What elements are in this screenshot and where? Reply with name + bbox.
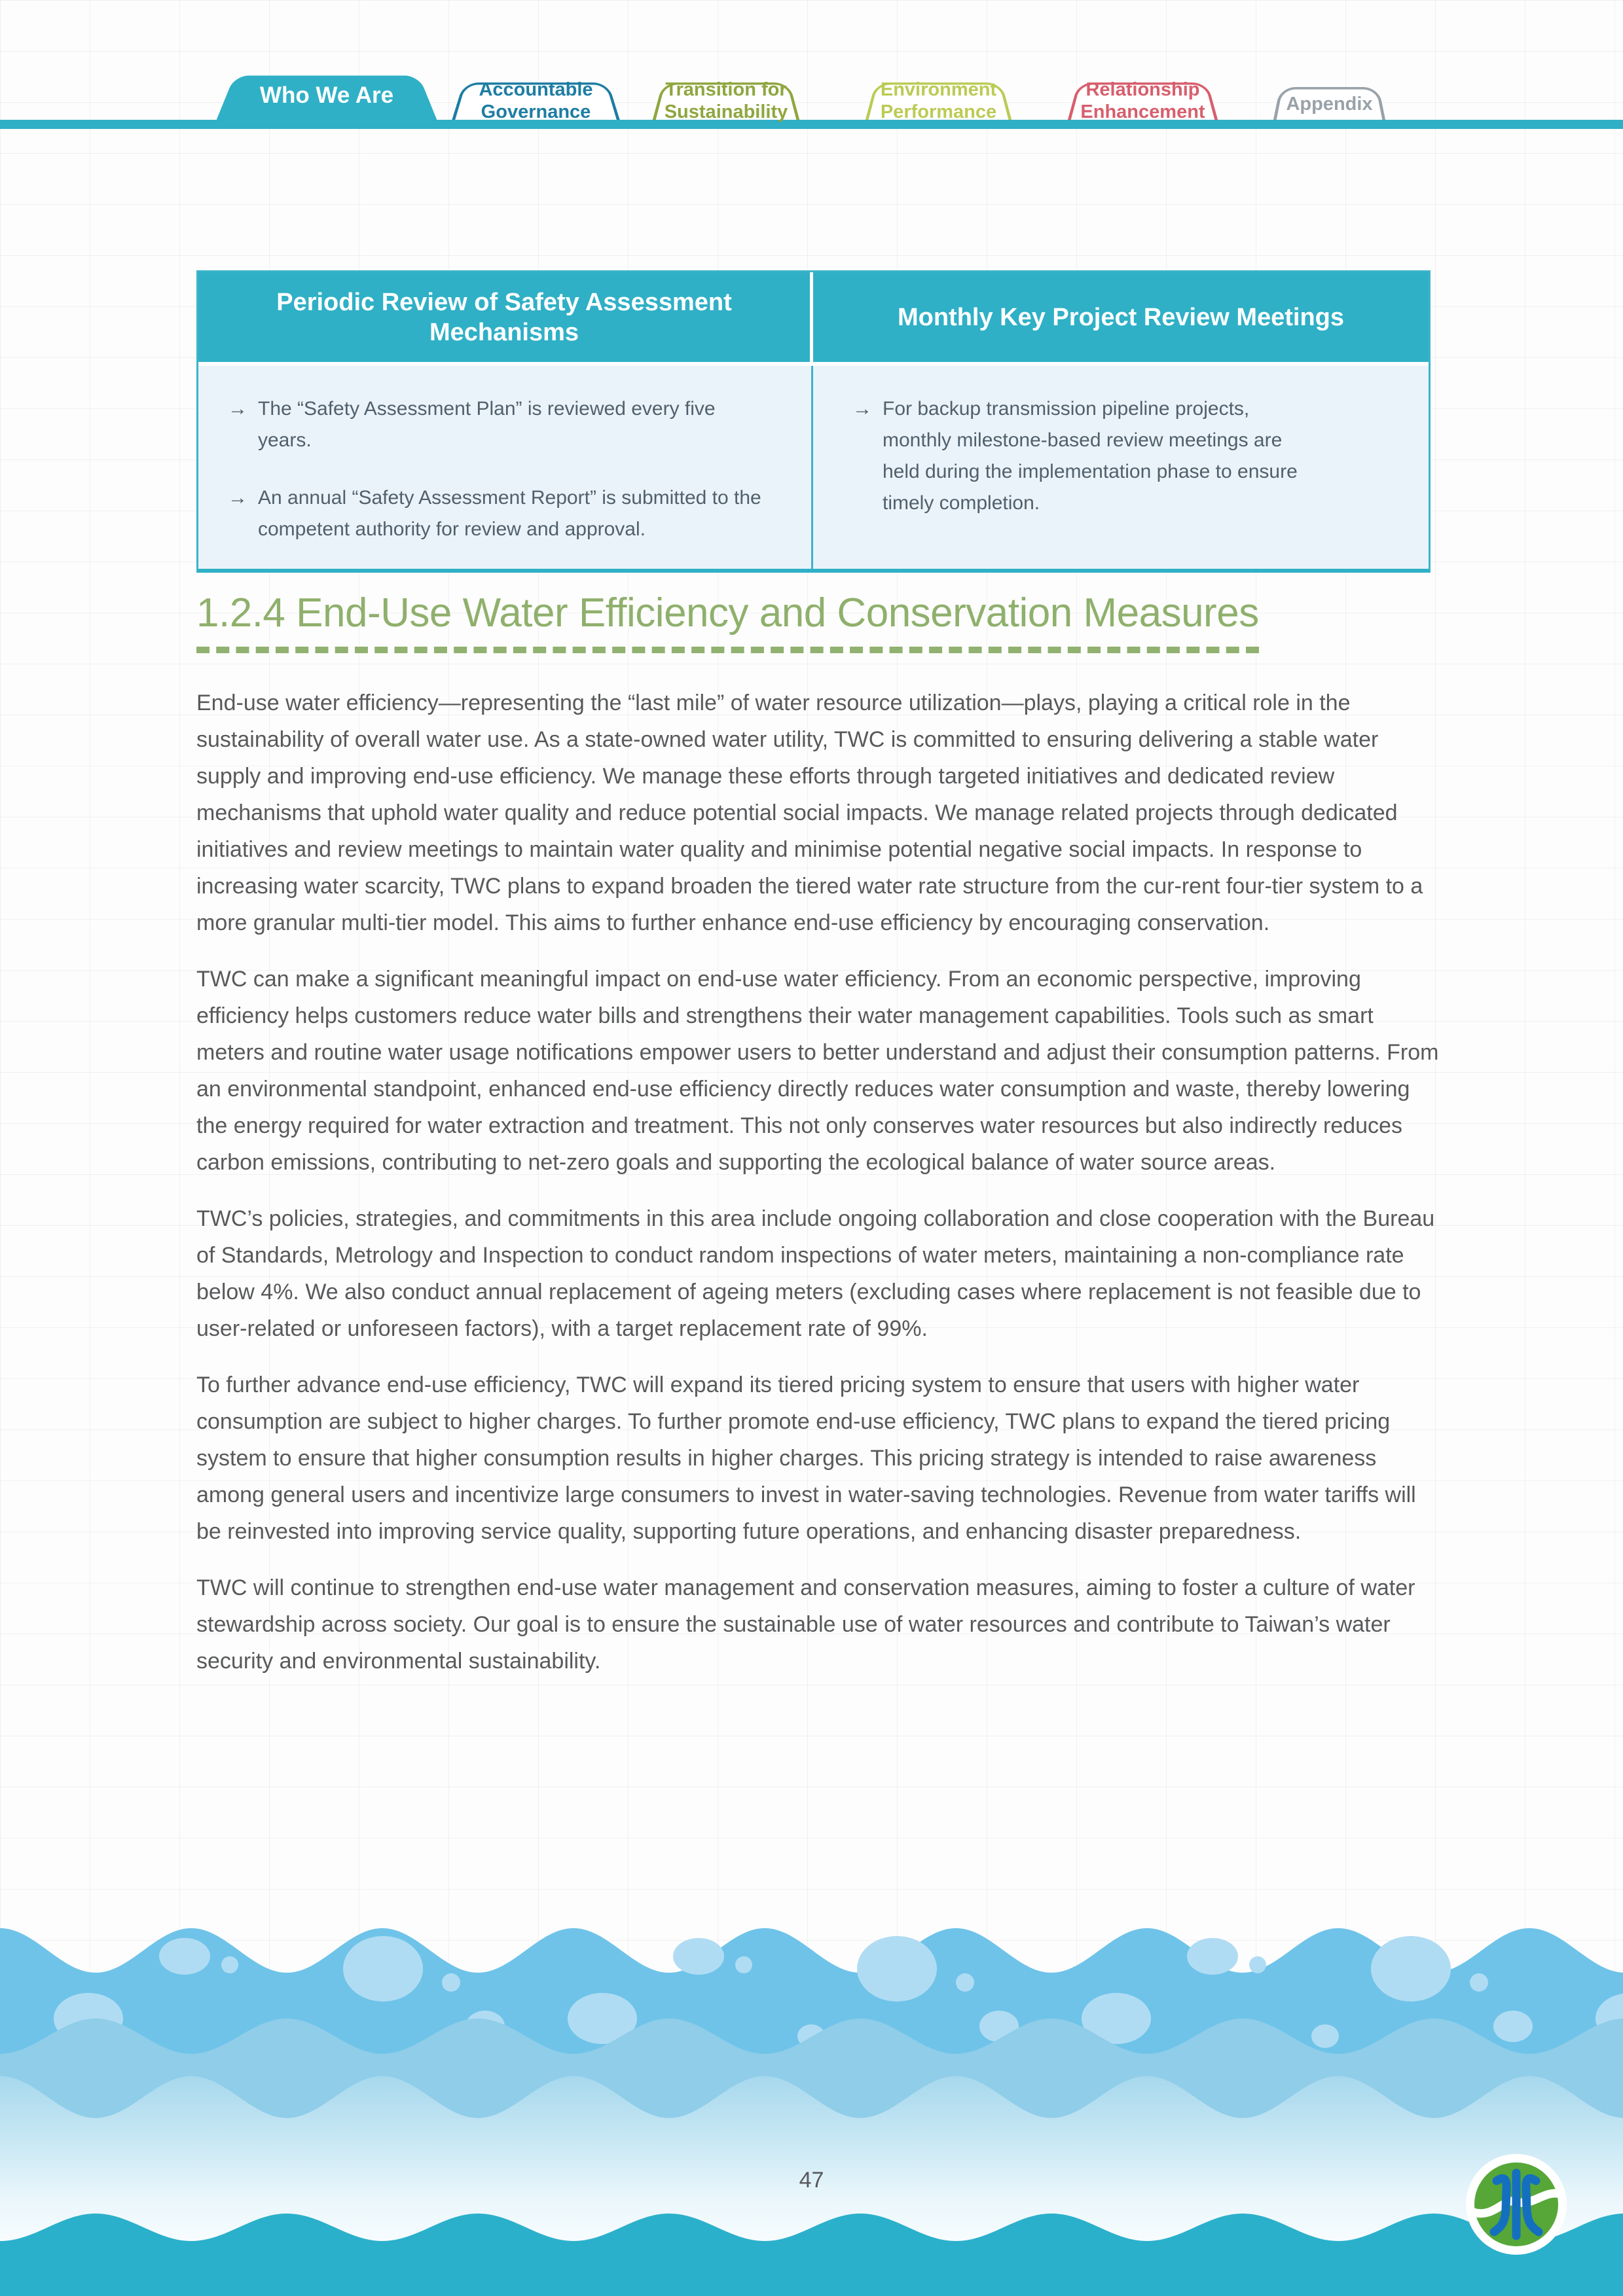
tab-who-we-are[interactable] (213, 62, 441, 129)
arrow-bullet-icon: → (228, 487, 247, 509)
paragraph: TWC will continue to strengthen end-use water management and conservation measures, aiming to foster a culture of water stewardship across society. Our goal is to ensure the sustainable use of water resources and contribute to Taiwan’s water security and environmental sustainability. (196, 1575, 1415, 1674)
tab-label: Relationship (1085, 79, 1200, 100)
list-item (852, 393, 1409, 519)
wave-decoration-svg (0, 1914, 1623, 2296)
list-item-text: An annual “Safety Assessment Report” is submitted to the competent authority for review and approval. (258, 487, 761, 540)
table-header-row (198, 272, 1429, 362)
table-body-cell (813, 366, 1429, 569)
list-item (228, 482, 792, 545)
table-body-cell (198, 366, 813, 569)
paragraph: To further advance end-use efficiency, TWC will expand its tiered pricing system to ensure that users with higher water consumption are subject to higher charges. To further promote end-use efficiency, TWC plans to expand the tiered pricing system to ensure that higher consumption results in higher charges. This pricing strategy is intended to raise awareness among general users and incentivize large consumers to invest in water-saving technologies. Revenue from water tariffs will be reinvested into improving service quality, supporting future operations, and enhancing disaster preparedness. (196, 1372, 1416, 1544)
tab-label: Appendix (1286, 94, 1373, 115)
tab-environment-performance[interactable] (863, 73, 1014, 129)
table-header-label: Monthly Key Project Review Meetings (897, 303, 1345, 331)
list-item-text: For backup transmission pipeline projects, monthly milestone-based review meetings are held during the implementation phase to ensure timely completion. (883, 398, 1298, 514)
nav-underline-bar (0, 120, 1623, 129)
tab-label: Sustainability (664, 101, 788, 122)
tab-label: Who We Are (259, 82, 394, 108)
list-item (228, 393, 792, 456)
tab-label: Environment (880, 79, 997, 100)
taiwan-water-logo (1465, 2153, 1567, 2255)
tab-label: Accountable (479, 79, 593, 100)
table-header-cell (198, 272, 813, 362)
table-header-label: Periodic Review of Safety Assessment Mechanisms (276, 288, 732, 346)
tab-transition-for-sustainability[interactable] (650, 73, 802, 129)
arrow-bullet-icon: → (228, 398, 247, 420)
arrow-bullet-icon: → (852, 398, 872, 420)
body-copy (196, 685, 1444, 1699)
paragraph: TWC can make a significant meaningful impact on end-use water efficiency. From an economic perspective, improving efficiency helps customers reduce water bills and strengthens their water management capabilities. Tools such as smart meters and routine water usage notifications empower users to better understand and adjust their consumption patterns. From an environmental standpoint, enhanced end-use efficiency directly reduces water consumption and waste, thereby lowering the energy required for water extraction and treatment. This not only conserves water resources but also indirectly reduces carbon emissions, contributing to net-zero goals and supporting the ecological balance of water source areas. (196, 967, 1439, 1175)
tab-label: Governance (481, 101, 591, 122)
tab-label: Transition for (665, 79, 787, 100)
wave-decoration (0, 1914, 1623, 2296)
section-heading: 1.2.4 End-Use Water Efficiency and Conservation Measures (196, 590, 1259, 653)
top-nav (0, 0, 1623, 129)
table-body-row (198, 362, 1429, 569)
review-mechanisms-table (196, 270, 1431, 573)
paragraph: TWC’s policies, strategies, and commitments in this area include ongoing collaboration and close cooperation with the Bureau of Standards, Metrology and Inspection to conduct random inspections of water meters, maintaining a non-compliance rate below 4%. We also conduct annual replacement of ageing meters (excluding cases where replacement is not feasible due to user-related or unforeseen factors), with a target replacement rate of 99%. (196, 1206, 1435, 1341)
tab-label: Performance (880, 101, 997, 122)
table-header-cell (813, 272, 1429, 362)
tab-label: Enhancement (1080, 101, 1205, 122)
page-number: 47 (799, 2168, 824, 2193)
list-item-text: The “Safety Assessment Plan” is reviewed every five years. (258, 398, 716, 451)
paragraph: End-use water efficiency—representing the “last mile” of water resource utilization—plays, playing a critical role in the sustainability of overall water use. As a state-owned water utility, TWC is committed to ensuring delivering a stable water supply and improving end-use efficiency. We manage these efforts through targeted initiatives and dedicated review mechanisms that uphold water quality and reduce potential social impacts. We manage related projects through dedicated initiatives and review meetings to maintain water quality and minimise potential negative social impacts. In response to increasing water scarcity, TWC plans to expand broaden the tiered water rate structure from the cur-rent four-tier system to a more granular multi-tier model. This aims to further enhance end-use efficiency by encouraging conservation. (196, 691, 1423, 935)
tab-relationship-enhancement[interactable] (1065, 73, 1220, 129)
